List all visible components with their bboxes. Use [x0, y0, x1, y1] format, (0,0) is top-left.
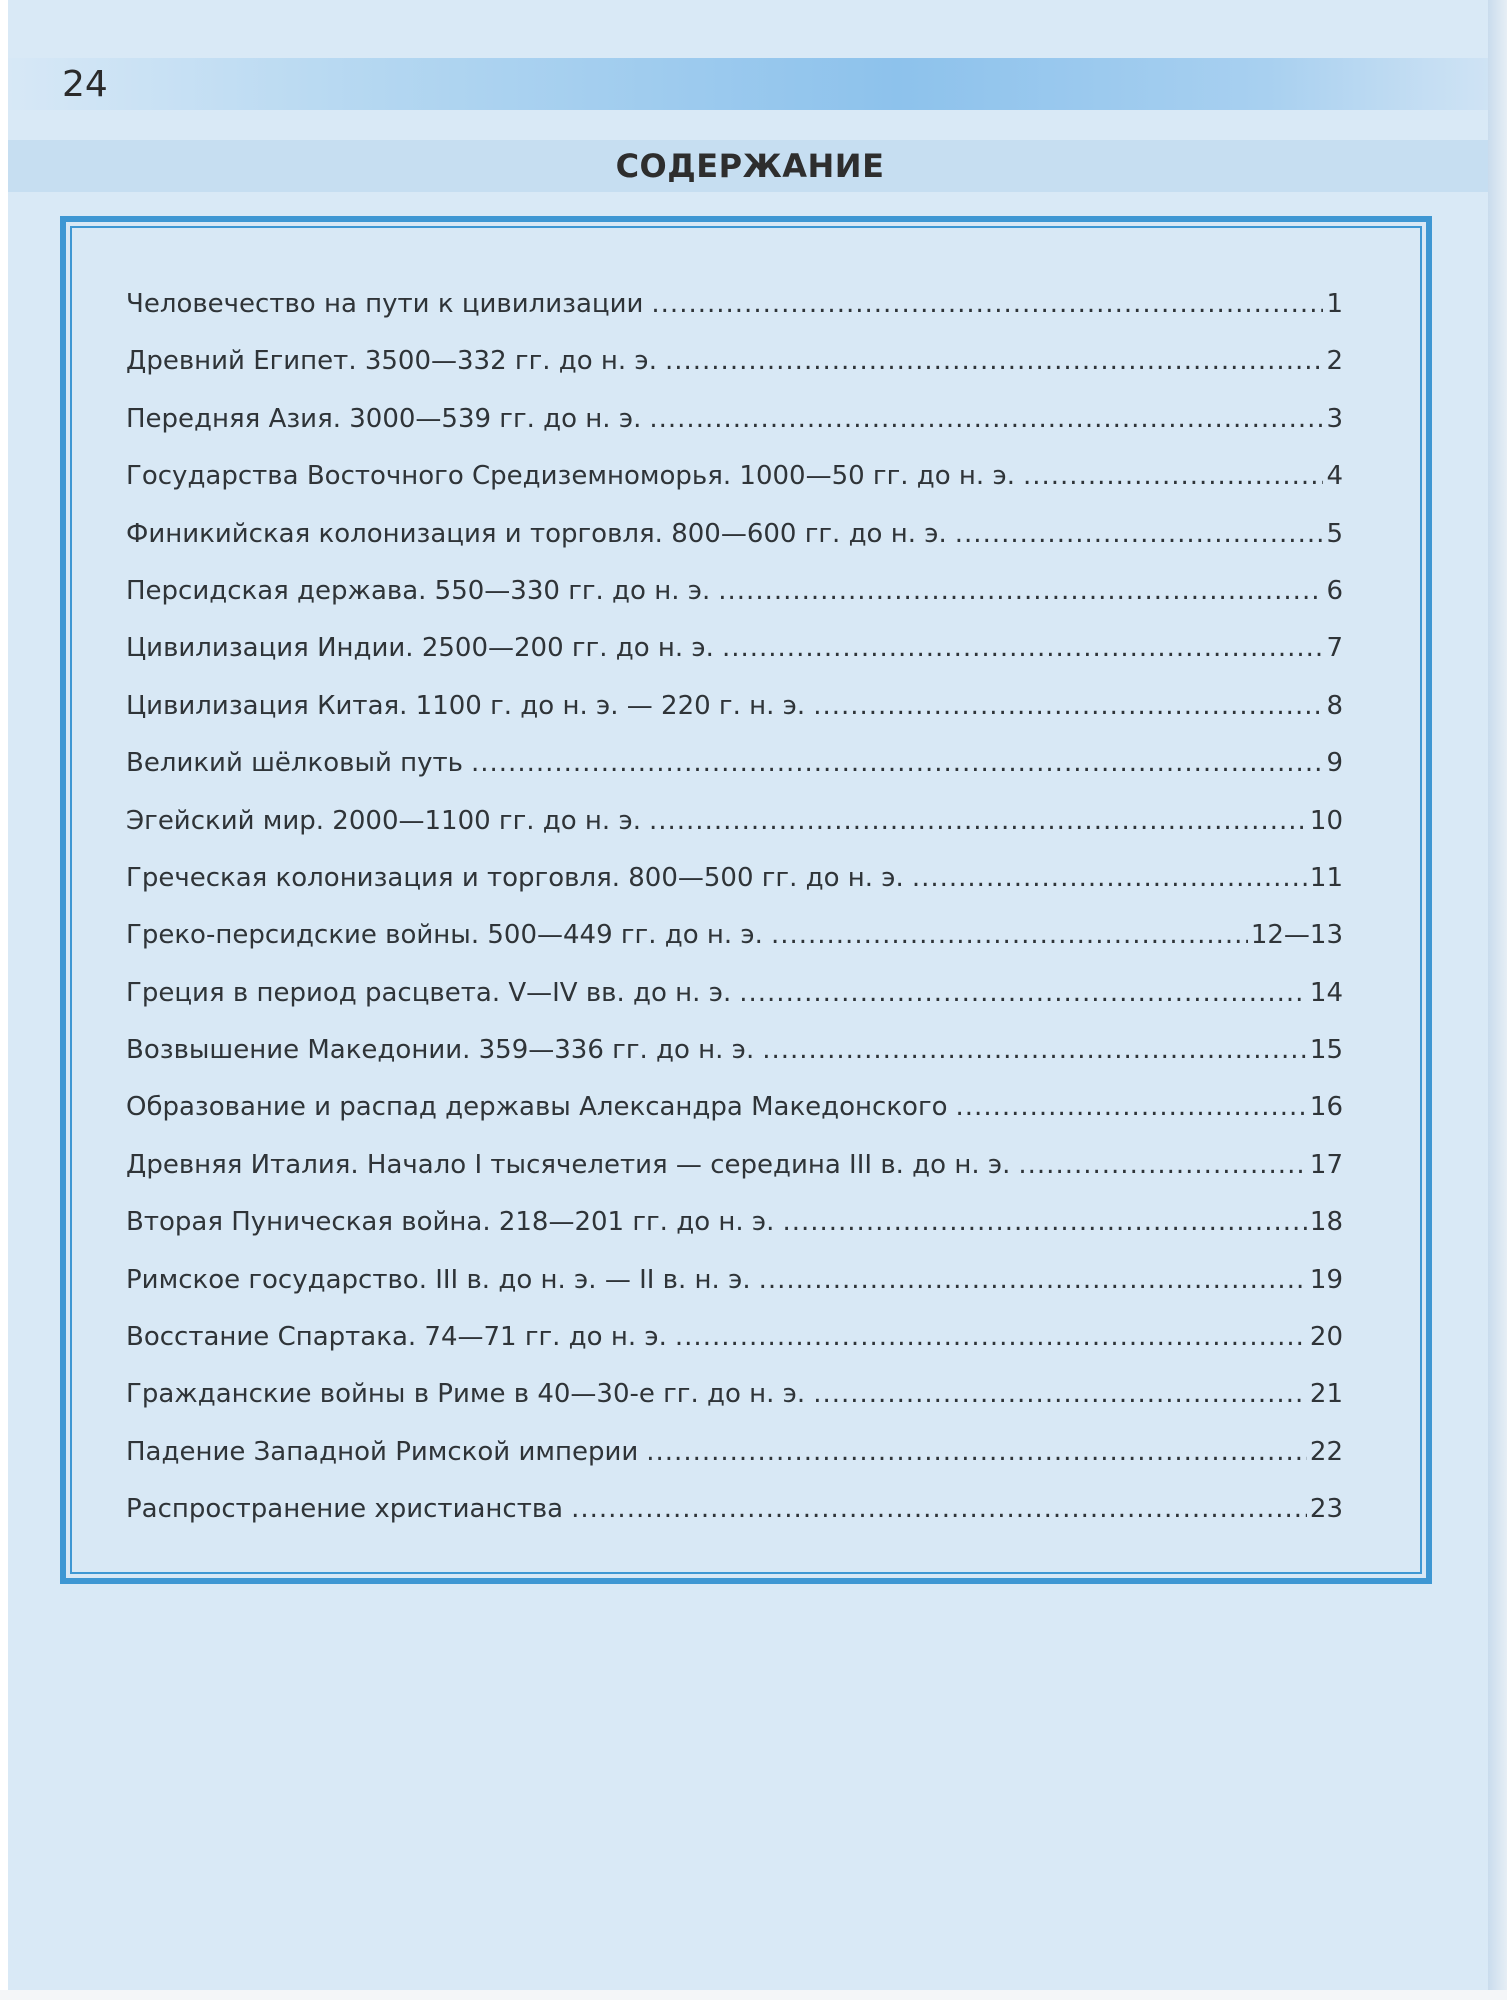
toc-entry-title: Возвышение Македонии. 359—336 гг. до н. э. [126, 1035, 755, 1066]
toc-entry-page: 21 [1309, 1379, 1343, 1410]
toc-entry-page: 5 [1326, 518, 1343, 549]
toc-entry[interactable] [126, 850, 1343, 907]
toc-entry-title: Вторая Пуническая война. 218—201 гг. до н. э. [126, 1207, 775, 1238]
toc-dot-leader [651, 276, 1323, 333]
toc-entry[interactable] [126, 1252, 1343, 1309]
toc-entry-page: 20 [1309, 1322, 1343, 1353]
toc-dot-leader [813, 1366, 1307, 1423]
scan-edge-right [1488, 0, 1507, 2000]
toc-entry[interactable] [126, 1194, 1343, 1251]
toc-dot-leader [955, 506, 1324, 563]
toc-dot-leader [762, 1022, 1307, 1079]
toc-entry[interactable] [126, 793, 1343, 850]
toc-entry[interactable] [126, 907, 1343, 964]
toc-entry-title: Цивилизация Индии. 2500—200 гг. до н. э. [126, 633, 714, 664]
toc-entry[interactable] [126, 1424, 1343, 1481]
table-of-contents [126, 276, 1343, 1539]
toc-entry[interactable] [126, 506, 1343, 563]
toc-entry[interactable] [126, 678, 1343, 735]
toc-entry-title: Греко-персидские войны. 500—449 гг. до н. э. [126, 920, 763, 951]
toc-entry-page: 16 [1309, 1092, 1343, 1123]
toc-dot-leader [782, 1194, 1306, 1251]
toc-entry-page: 9 [1326, 748, 1343, 779]
page-title: СОДЕРЖАНИЕ [615, 147, 885, 185]
toc-dot-leader [771, 907, 1248, 964]
toc-entry[interactable] [126, 1309, 1343, 1366]
toc-entry[interactable] [126, 1022, 1343, 1079]
toc-entry-title: Распространение христианства [126, 1494, 564, 1525]
toc-entry-page: 11 [1309, 862, 1343, 893]
toc-entry[interactable] [126, 276, 1343, 333]
toc-dot-leader [571, 1481, 1307, 1538]
toc-entry-page: 12—13 [1250, 920, 1343, 951]
toc-entry-title: Персидская держава. 550—330 гг. до н. э. [126, 575, 711, 606]
toc-entry[interactable] [126, 1137, 1343, 1194]
toc-entry-title: Греческая колонизация и торговля. 800—500 гг. до н. э. [126, 862, 904, 893]
toc-entry-page: 7 [1326, 633, 1343, 664]
toc-entry[interactable] [126, 965, 1343, 1022]
toc-entry-page: 1 [1326, 289, 1343, 319]
toc-dot-leader [722, 620, 1324, 677]
toc-entry[interactable] [126, 448, 1343, 505]
page-number: 24 [62, 64, 108, 105]
toc-entry-page: 18 [1309, 1207, 1343, 1238]
toc-dot-leader [1023, 448, 1323, 505]
toc-entry-page: 8 [1326, 690, 1343, 721]
toc-dot-leader [471, 735, 1323, 792]
toc-dot-leader [646, 1424, 1307, 1481]
toc-entry-title: Древний Египет. 3500—332 гг. до н. э. [126, 346, 657, 377]
toc-entry-title: Падение Западной Римской империи [126, 1436, 639, 1467]
toc-entry-page: 22 [1309, 1436, 1343, 1467]
toc-entry-page: 6 [1326, 575, 1343, 606]
header-band [8, 58, 1488, 110]
toc-entry[interactable] [126, 1481, 1343, 1538]
toc-entry-page: 4 [1326, 461, 1343, 492]
toc-entry-title: Гражданские войны в Риме в 40—30-е гг. до н. э. [126, 1379, 806, 1410]
toc-entry-title: Древняя Италия. Начало I тысячелетия — середина III в. до н. э. [126, 1149, 1011, 1180]
toc-entry[interactable] [126, 620, 1343, 677]
toc-entry-page: 10 [1309, 805, 1343, 836]
toc-entry-title: Римское государство. III в. до н. э. — II в. н. э. [126, 1264, 751, 1295]
toc-dot-leader [649, 391, 1323, 448]
toc-entry[interactable] [126, 563, 1343, 620]
toc-dot-leader [739, 965, 1307, 1022]
toc-entry-title: Финикийская колонизация и торговля. 800—600 гг. до н. э. [126, 518, 947, 549]
toc-dot-leader [675, 1309, 1307, 1366]
toc-dot-leader [813, 678, 1323, 735]
toc-entry[interactable] [126, 1079, 1343, 1136]
toc-dot-leader [956, 1079, 1307, 1136]
toc-entry-title: Государства Восточного Средиземноморья. 1000—50 гг. до н. э. [126, 461, 1015, 492]
toc-dot-leader [718, 563, 1323, 620]
toc-entry-page: 15 [1309, 1035, 1343, 1066]
toc-entry-page: 2 [1326, 346, 1343, 377]
toc-entry-page: 17 [1309, 1149, 1343, 1180]
toc-entry-title: Великий шёлковый путь [126, 748, 463, 779]
toc-entry-title: Человечество на пути к цивилизации [126, 289, 644, 319]
toc-entry[interactable] [126, 391, 1343, 448]
toc-entry-title: Греция в период расцвета. V—IV вв. до н. э. [126, 977, 732, 1008]
scan-edge-bottom [0, 1990, 1507, 2000]
toc-dot-leader [759, 1252, 1307, 1309]
toc-entry-title: Образование и распад державы Александра Македонского [126, 1092, 948, 1123]
toc-dot-leader [665, 333, 1323, 390]
toc-dot-leader [912, 850, 1307, 907]
toc-entry-page: 3 [1326, 403, 1343, 434]
toc-entry-page: 23 [1309, 1494, 1343, 1525]
toc-entry-title: Передняя Азия. 3000—539 гг. до н. э. [126, 403, 642, 434]
toc-entry[interactable] [126, 1366, 1343, 1423]
toc-entry-title: Эгейский мир. 2000—1100 гг. до н. э. [126, 805, 641, 836]
toc-dot-leader [649, 793, 1307, 850]
toc-entry-page: 19 [1309, 1264, 1343, 1295]
toc-entry-title: Цивилизация Китая. 1100 г. до н. э. — 220 г. н. э. [126, 690, 806, 721]
toc-entry[interactable] [126, 333, 1343, 390]
toc-dot-leader [1018, 1137, 1307, 1194]
toc-entry[interactable] [126, 735, 1343, 792]
toc-entry-page: 14 [1309, 977, 1343, 1008]
toc-entry-title: Восстание Спартака. 74—71 гг. до н. э. [126, 1322, 667, 1353]
